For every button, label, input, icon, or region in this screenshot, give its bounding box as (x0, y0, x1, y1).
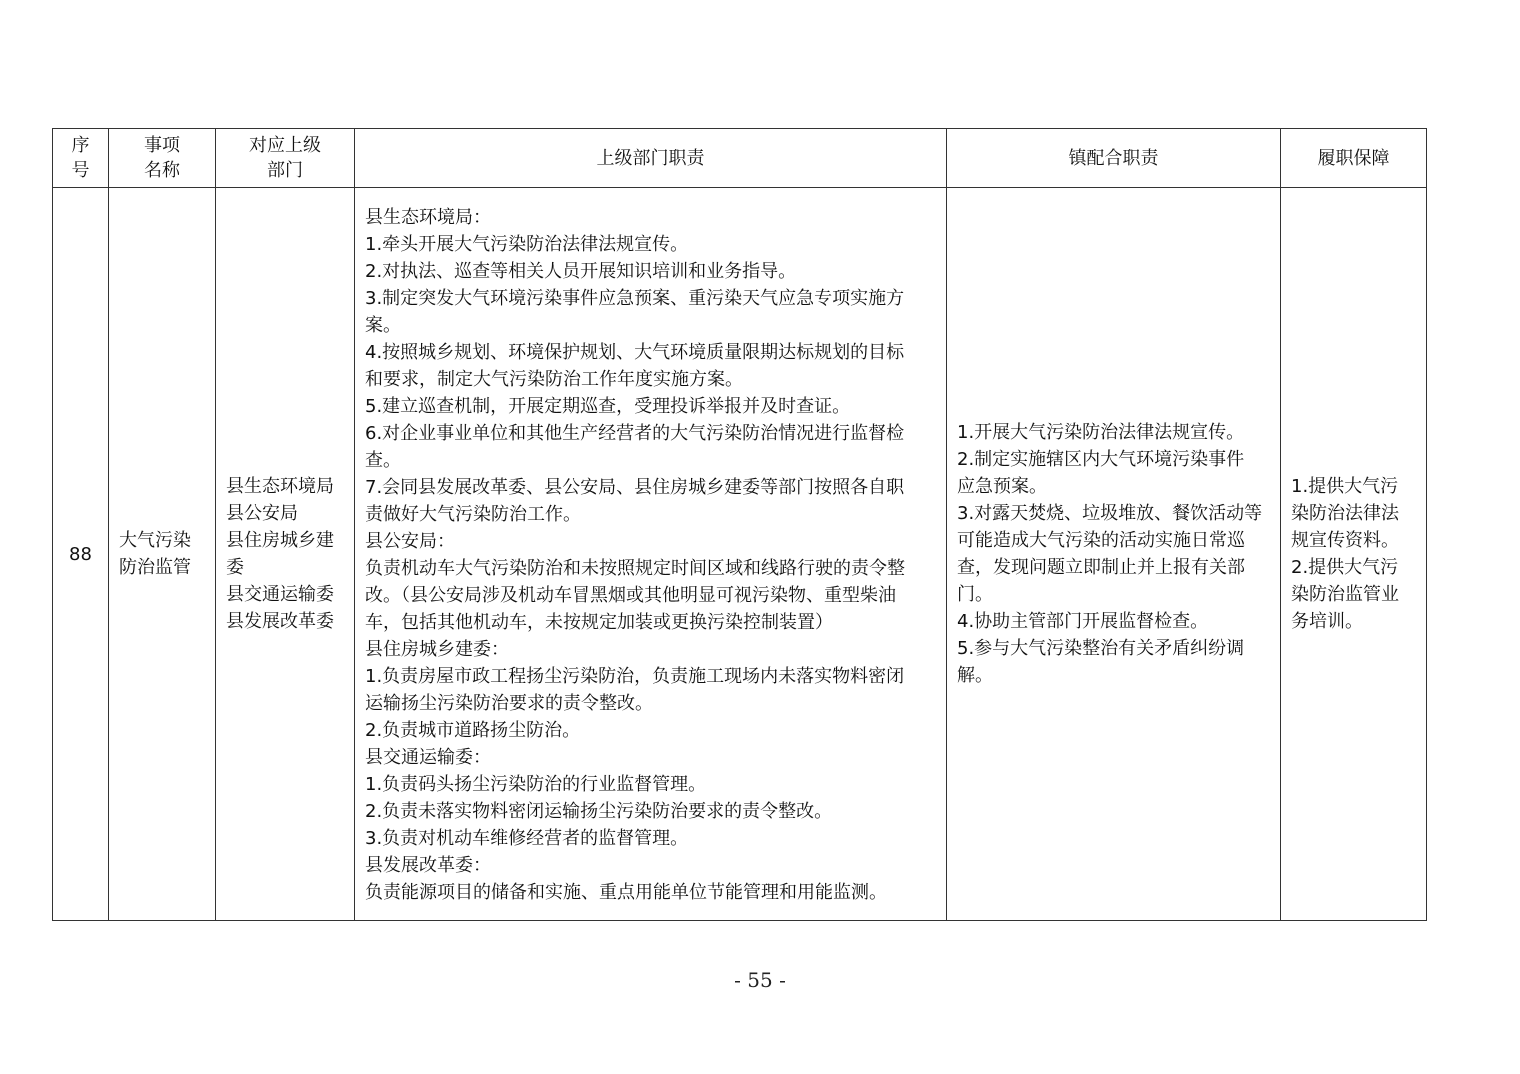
upper-duty-line: 2.负责城市道路扬尘防治。 (365, 720, 581, 741)
upper-duty-line: 5.建立巡查机制，开展定期巡查，受理投诉举报并及时查证。 (365, 396, 851, 417)
town-duty-line: 3.对露天焚烧、垃圾堆放、餐饮活动等 (957, 503, 1263, 524)
guarantee-line: 1.提供大气污 (1291, 476, 1399, 497)
table-body (53, 188, 1427, 921)
dept-line: 县交通运输委 (226, 584, 334, 605)
upper-duty-line: 7.会同县发展改革委、县公安局、县住房城乡建委等部门按照各自职 (365, 477, 905, 498)
upper-duty-line: 查。 (365, 450, 401, 471)
upper-duty-line: 县交通运输委： (365, 747, 491, 768)
header-item-line-2: 名称 (144, 159, 180, 181)
header-guarantee: 履职保障 (1281, 129, 1427, 188)
upper-duty-line: 3.负责对机动车维修经营者的监督管理。 (365, 828, 689, 849)
header-upper-dept (216, 129, 355, 188)
upper-duty-line: 1.负责码头扬尘污染防治的行业监督管理。 (365, 774, 707, 795)
guarantee-line: 规宣传资料。 (1291, 530, 1399, 551)
upper-duty-line: 责做好大气污染防治工作。 (365, 504, 581, 525)
dept-line: 县发展改革委 (226, 611, 334, 632)
header-dept-line-2: 部门 (267, 159, 303, 181)
header-dept-line-1: 对应上级 (249, 134, 321, 156)
upper-duty-line: 改。（县公安局涉及机动车冒黑烟或其他明显可视污染物、重型柴油 (365, 585, 896, 606)
row-upper-duties (355, 188, 947, 921)
dept-line: 县生态环境局 (226, 476, 334, 497)
town-duty-line: 1.开展大气污染防治法律法规宣传。 (957, 422, 1245, 443)
header-upper-duties: 上级部门职责 (355, 129, 947, 188)
upper-duty-line: 2.负责未落实物料密闭运输扬尘污染防治要求的责令整改。 (365, 801, 833, 822)
guarantee-lines (1281, 473, 1426, 635)
header-item-line-1: 事项 (144, 134, 180, 156)
header-seq (53, 129, 109, 188)
upper-duty-line: 县生态环境局： (365, 207, 491, 228)
guarantee-line: 务培训。 (1291, 611, 1363, 632)
table-header (53, 129, 1427, 188)
upper-duty-line: 县公安局： (365, 531, 455, 552)
upper-duty-line: 负责能源项目的储备和实施、重点用能单位节能管理和用能监测。 (365, 882, 887, 903)
row-dept (216, 188, 355, 921)
upper-duty-line: 和要求，制定大气污染防治工作年度实施方案。 (365, 369, 743, 390)
guarantee-line: 染防治监管业 (1291, 584, 1399, 605)
row-guarantee (1281, 188, 1427, 921)
header-seq-line-2: 号 (71, 159, 90, 181)
town-duty-line: 可能造成大气污染的活动实施日常巡 (957, 530, 1245, 551)
upper-duty-line: 车，包括其他机动车，未按规定加装或更换污染控制装置） (365, 612, 833, 633)
row-seq: 88 (53, 188, 109, 921)
town-duty-line: 应急预案。 (957, 476, 1047, 497)
duty-table (52, 128, 1427, 921)
upper-duties-lines (355, 188, 946, 920)
upper-duty-line: 6.对企业事业单位和其他生产经营者的大气污染防治情况进行监督检 (365, 423, 905, 444)
guarantee-line: 染防治法律法 (1291, 503, 1399, 524)
town-duty-line: 查，发现问题立即制止并上报有关部 (957, 557, 1245, 578)
item-name-line: 大气污染 (119, 530, 191, 551)
town-duty-line: 2.制定实施辖区内大气环境污染事件 (957, 449, 1245, 470)
page-number: - 55 - (734, 968, 786, 992)
town-duty-line: 解。 (957, 665, 993, 686)
upper-duty-line: 1.负责房屋市政工程扬尘污染防治，负责施工现场内未落实物料密闭 (365, 666, 905, 687)
item-name-lines (109, 527, 215, 581)
upper-duty-line: 县住房城乡建委： (365, 639, 509, 660)
upper-duty-line: 3.制定突发大气环境污染事件应急预案、重污染天气应急专项实施方 (365, 288, 905, 309)
town-duty-line: 5.参与大气污染整治有关矛盾纠纷调 (957, 638, 1245, 659)
header-town-duties: 镇配合职责 (947, 129, 1281, 188)
dept-line: 委 (226, 557, 244, 578)
header-seq-line-1: 序 (71, 134, 90, 156)
dept-lines (216, 473, 354, 635)
guarantee-line: 2.提供大气污 (1291, 557, 1399, 578)
header-item-name (109, 129, 216, 188)
upper-duty-line: 运输扬尘污染防治要求的责令整改。 (365, 693, 653, 714)
row-item-name (109, 188, 216, 921)
upper-duty-line: 案。 (365, 315, 401, 336)
item-name-line: 防治监管 (119, 557, 191, 578)
upper-duty-line: 4.按照城乡规划、环境保护规划、大气环境质量限期达标规划的目标 (365, 342, 905, 363)
row-town-duties (947, 188, 1281, 921)
upper-duty-line: 县发展改革委： (365, 855, 491, 876)
town-duty-line: 4.协助主管部门开展监督检查。 (957, 611, 1209, 632)
town-duties-lines (947, 419, 1280, 689)
upper-duty-line: 2.对执法、巡查等相关人员开展知识培训和业务指导。 (365, 261, 797, 282)
dept-line: 县住房城乡建 (226, 530, 334, 551)
dept-line: 县公安局 (226, 503, 298, 524)
upper-duty-line: 1.牵头开展大气污染防治法律法规宣传。 (365, 234, 689, 255)
header-row (53, 129, 1427, 188)
town-duty-line: 门。 (957, 584, 993, 605)
table-row (53, 188, 1427, 921)
upper-duty-line: 负责机动车大气污染防治和未按照规定时间区域和线路行驶的责令整 (365, 558, 905, 579)
